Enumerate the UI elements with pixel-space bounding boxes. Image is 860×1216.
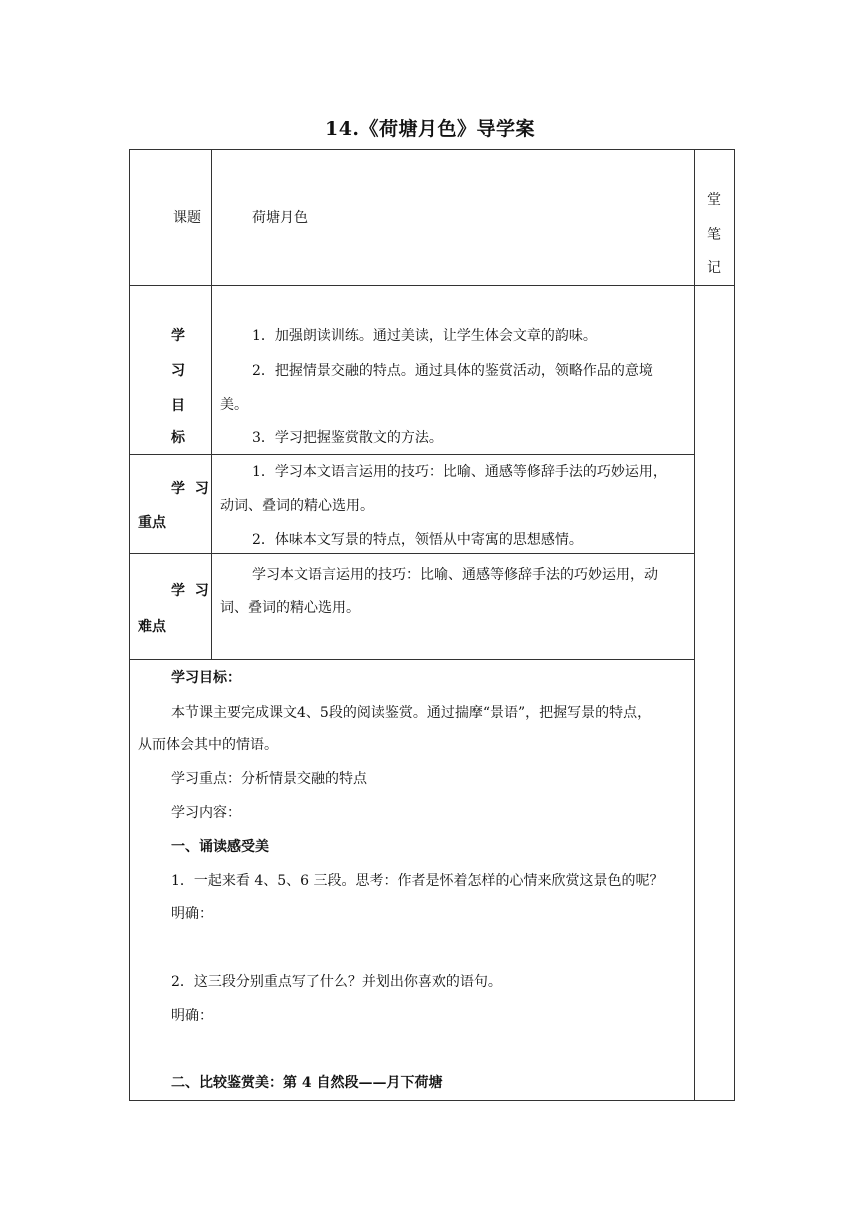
question-1: 1．一起来看 4、5、6 三段。思考：作者是怀着怎样的心情来欣赏这景色的呢？ (171, 873, 664, 889)
body-heading: 学习目标： (171, 670, 241, 686)
row-divider-1 (129, 285, 735, 286)
table-border-top (129, 149, 735, 150)
question-2: 2．这三段分别重点写了什么？并划出你喜欢的语句。 (171, 974, 502, 990)
row-divider-2 (129, 454, 694, 455)
focus-label-2: 重点 (138, 515, 166, 531)
goals-label-2: 习 (171, 363, 185, 379)
content-label: 学习内容： (171, 805, 241, 821)
table-border-right (734, 149, 735, 1101)
table-border-left (129, 149, 130, 1101)
keti-label: 课题 (173, 210, 201, 226)
key-point: 学习重点：分析情景交融的特点 (171, 771, 367, 787)
focus-line-3: 2．体味本文写景的特点，领悟从中寄寓的思想感情。 (252, 532, 583, 548)
body-intro-line-1: 本节课主要完成课文4、5段的阅读鉴赏。通过揣摩“景语”，把握写景的特点， (171, 705, 652, 721)
notes-label-2: 笔 (707, 227, 721, 243)
section-2-heading: 二、比较鉴赏美：第 4 自然段——月下荷塘 (171, 1075, 443, 1091)
answer-2-label: 明确： (171, 1008, 213, 1024)
notes-column-divider (694, 149, 695, 1101)
goals-label-3: 目 (171, 398, 185, 414)
goal-line-2: 2．把握情景交融的特点。通过具体的鉴赏活动，领略作品的意境 (252, 363, 653, 379)
row-divider-3 (129, 553, 694, 554)
focus-label-1: 学 习 (171, 481, 209, 497)
goal-line-1: 1．加强朗读训练。通过美读，让学生体会文章的韵味。 (252, 328, 597, 344)
difficulty-line-1: 学习本文语言运用的技巧：比喻、通感等修辞手法的巧妙运用，动 (252, 567, 658, 583)
row-divider-4 (129, 659, 694, 660)
section-1-heading: 一、诵读感受美 (171, 839, 269, 855)
goals-label-4: 标 (171, 430, 185, 446)
body-intro-line-2: 从而体会其中的情语。 (138, 737, 278, 753)
table-border-bottom (129, 1100, 735, 1101)
goal-line-4: 3．学习把握鉴赏散文的方法。 (252, 430, 443, 446)
focus-line-1: 1．学习本文语言运用的技巧：比喻、通感等修辞手法的巧妙运用， (252, 464, 667, 480)
page-title: 14.《荷塘月色》导学案 (324, 118, 536, 140)
notes-label-3: 记 (707, 260, 721, 276)
focus-line-2: 动词、叠词的精心选用。 (220, 498, 374, 514)
difficulty-label-2: 难点 (138, 619, 166, 635)
keti-value: 荷塘月色 (252, 210, 308, 226)
label-column-divider (211, 149, 212, 660)
answer-1-label: 明确： (171, 906, 213, 922)
goals-label-1: 学 (171, 328, 185, 344)
difficulty-label-1: 学 习 (171, 583, 209, 599)
notes-label-1: 堂 (707, 192, 721, 208)
difficulty-line-2: 词、叠词的精心选用。 (220, 600, 360, 616)
goal-line-3: 美。 (220, 397, 248, 413)
